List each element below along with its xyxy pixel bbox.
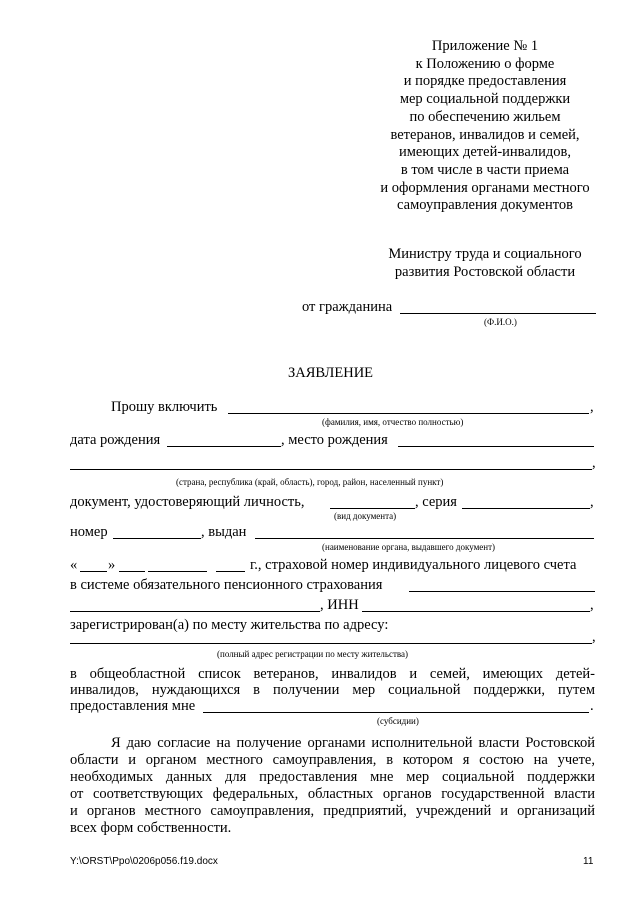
appendix-line: мер социальной поддержки [399,91,571,108]
document-title: ЗАЯВЛЕНИЕ [288,365,374,381]
comma: , [590,494,594,510]
fio-caption: (Ф.И.О.) [484,317,517,327]
birth-date-field[interactable] [167,446,281,447]
provision-label: предоставления мне [70,698,196,714]
inn-field[interactable] [362,611,590,612]
snils-label: г., страховой номер индивидуального лицевого счета [250,557,577,573]
series-field[interactable] [462,508,590,509]
appendix-block [335,38,635,215]
issued-label: , выдан [201,524,247,540]
consent-line-3: необходимых данных для предоставления мне мер социальной поддержки [70,769,595,785]
consent-line-4: от соответствующих федеральных, областных органов государственной власти [70,786,595,802]
birth-place-field[interactable] [398,446,594,447]
snils-field[interactable] [409,591,595,592]
consent-line-1: Я даю согласие на получение органами исполнительной власти Ростовской [111,735,595,751]
registered-label: зарегистрирован(а) по месту жительства по адресу: [70,617,389,633]
addressee-line-2: развития Ростовской области [394,263,576,280]
birth-place-field-2[interactable] [70,469,592,470]
birth-date-label: дата рождения [70,432,161,448]
appendix-line: к Положению о форме [415,55,555,72]
fio-field[interactable] [400,313,596,314]
issue-day-field[interactable] [80,571,107,572]
full-name-field[interactable] [228,413,589,414]
list-line-2: инвалидов, нуждающихся в получении мер социальной поддержки, путем [70,682,595,698]
number-label: номер [70,524,108,540]
addressee-block [335,246,635,281]
consent-line-6: всех форм собственности. [70,820,232,836]
quote-close: » [108,557,116,573]
full-name-caption: (фамилия, имя, отчество полностью) [322,417,464,427]
address-caption: (полный адрес регистрации по месту жительства) [217,649,409,659]
period: . [590,698,594,714]
birth-place-label: , место рождения [281,432,388,448]
appendix-line: в том числе в части приема [400,161,570,178]
document-type-caption: (вид документа) [334,511,397,521]
appendix-line: и порядке предоставления [403,73,567,90]
number-field[interactable] [113,538,201,539]
snils-field-2[interactable] [70,611,320,612]
birth-place-caption: (страна, республика (край, область), город, район, населенный пункт) [176,477,444,487]
appendix-line: самоуправления документов [397,197,573,214]
comma: , [590,597,594,613]
list-line-1: в общеобластной список ветеранов, инвалидов и семей, имеющих детей- [70,666,595,682]
request-label: Прошу включить [111,399,218,415]
appendix-line: имеющих детей-инвалидов, [398,144,571,161]
issuer-caption: (наименование органа, выдавшего документ) [322,542,496,552]
issue-year-field[interactable] [216,571,245,572]
appendix-line: Приложение № 1 [431,38,539,54]
from-label: от гражданина [302,299,393,315]
appendix-line: по обеспечению жильем [409,108,561,125]
subsidy-caption: (субсидии) [377,716,419,726]
address-field[interactable] [70,643,592,644]
document-type-field[interactable] [330,508,415,509]
quote-open: « [70,557,78,573]
appendix-line: и оформления органами местного [380,179,590,196]
page-number: 11 [583,856,594,867]
addressee-line-1: Министру труда и социального [388,246,582,262]
consent-line-5: и органов местного самоуправления, предприятий, учреждений и организаций [70,803,595,819]
issue-month-field-a[interactable] [119,571,145,572]
issue-month-field-b[interactable] [148,571,207,572]
inn-label: , ИНН [320,597,359,613]
consent-line-2: области и органом местного самоуправления, в котором я состою на учете, [70,752,595,768]
footer-file-path: Y:\ORST\Ppo\0206p056.f19.docx [70,856,218,867]
series-label: , серия [415,494,457,510]
pension-label: в системе обязательного пенсионного страхования [70,577,383,593]
id-document-label: документ, удостоверяющий личность, [70,494,305,510]
comma: , [592,455,596,471]
appendix-line: ветеранов, инвалидов и семей, [390,126,580,143]
subsidy-field[interactable] [203,712,589,713]
issuer-field[interactable] [255,538,594,539]
comma: , [592,629,596,645]
comma: , [590,399,594,415]
